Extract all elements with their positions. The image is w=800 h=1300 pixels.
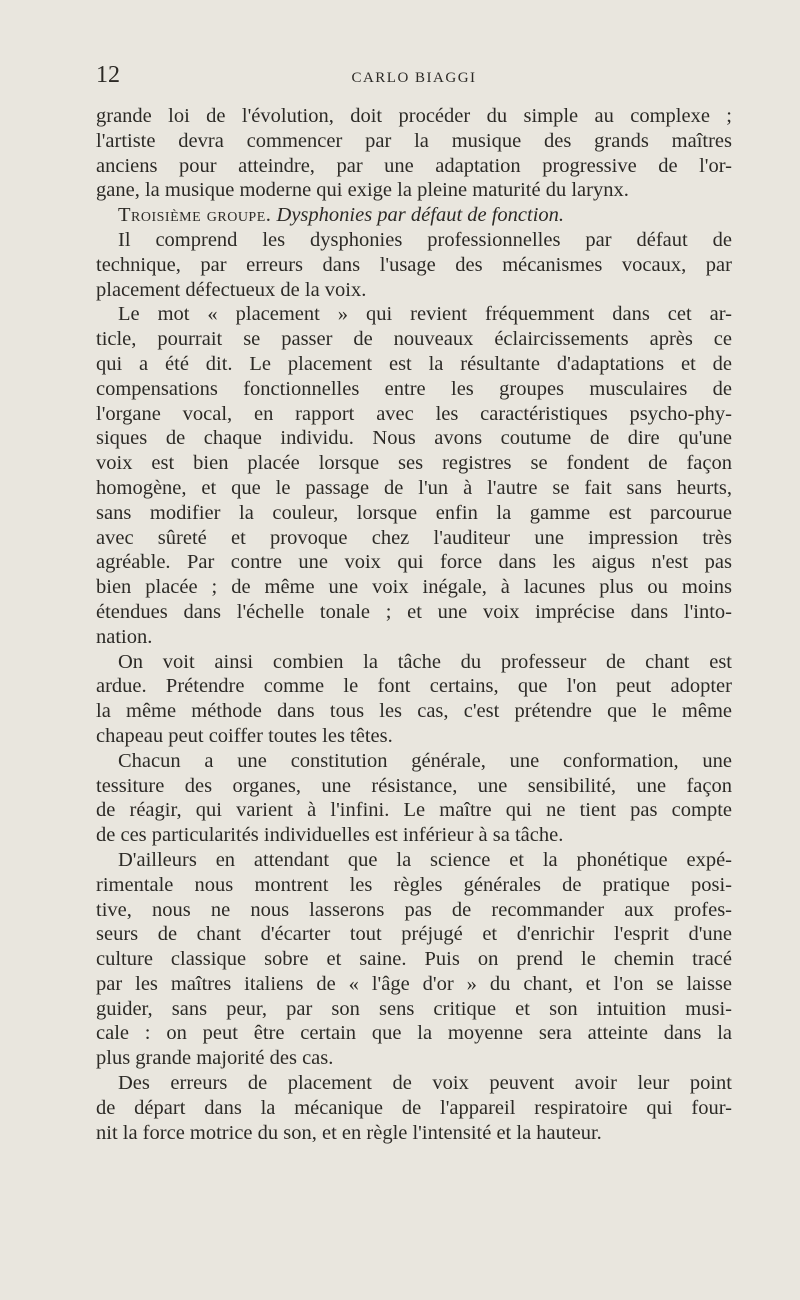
text-line: l'artiste devra commencer par la musique des grands maîtres <box>96 129 732 152</box>
text-line: sans modifier la couleur, lorsque enfin la gamme est parcourue <box>96 501 732 524</box>
section-heading: Troisième groupe. <box>118 204 272 227</box>
text-line: technique, par erreurs dans l'usage des mécanismes vocaux, par <box>96 253 732 276</box>
text-line: nit la force motrice du son, et en règle l'intensité et la hauteur. <box>96 1121 602 1144</box>
text-line: cale : on peut être certain que la moyenne sera atteinte dans la <box>96 1022 732 1045</box>
text-line: Il comprend les dysphonies professionnelles par défaut de <box>118 228 732 251</box>
text-line: de ces particularités individuelles est inférieur à sa tâche. <box>96 824 564 847</box>
text-line: la même méthode dans tous les cas, c'est prétendre que le même <box>96 700 732 723</box>
body-text <box>96 104 732 1145</box>
section-subtitle: Dysphonies par défaut de fonction. <box>276 204 565 227</box>
page-number: 12 <box>96 62 120 88</box>
text-line: bien placée ; de même une voix inégale, à lacunes plus ou moins <box>96 576 732 599</box>
text-line: On voit ainsi combien la tâche du professeur de chant est <box>118 650 732 673</box>
text-line: nation. <box>96 625 153 648</box>
text-line: anciens pour atteindre, par une adaptation progressive de l'or- <box>96 154 732 177</box>
text-line: ticle, pourrait se passer de nouveaux éclaircissements après ce <box>96 328 732 351</box>
text-line: par les maîtres italiens de « l'âge d'or » du chant, et l'on se laisse <box>96 972 732 995</box>
text-line: chapeau peut coiffer toutes les têtes. <box>96 724 393 747</box>
text-line: qui a été dit. Le placement est la résultante d'adaptations et de <box>96 352 732 375</box>
text-line: gane, la musique moderne qui exige la pleine maturité du larynx. <box>96 179 629 202</box>
text-line: étendues dans l'échelle tonale ; et une voix imprécise dans l'into- <box>96 600 732 623</box>
text-line: Chacun a une constitution générale, une conformation, une <box>118 749 732 772</box>
text-line <box>96 203 732 228</box>
text-line: voix est bien placée lorsque ses registres se fondent de façon <box>96 452 732 475</box>
text-line: plus grande majorité des cas. <box>96 1047 334 1070</box>
text-line: siques de chaque individu. Nous avons coutume de dire qu'une <box>96 427 732 450</box>
text-line: de réagir, qui varient à l'infini. Le maître qui ne tient pas compte <box>96 799 732 822</box>
text-line: agréable. Par contre une voix qui force dans les aigus n'est pas <box>96 551 732 574</box>
text-line: seurs de chant d'écarter tout préjugé et d'enrichir l'esprit d'une <box>96 923 732 946</box>
text-line: Des erreurs de placement de voix peuvent avoir leur point <box>118 1072 732 1095</box>
text-line: placement défectueux de la voix. <box>96 278 367 301</box>
text-line: de départ dans la mécanique de l'appareil respiratoire qui four- <box>96 1096 732 1119</box>
text-line: culture classique sobre et saine. Puis on prend le chemin tracé <box>96 948 732 971</box>
text-line: D'ailleurs en attendant que la science et la phonétique expé- <box>118 848 732 871</box>
running-head <box>96 62 732 92</box>
text-line: tive, nous ne nous lasserons pas de recommander aux profes- <box>96 898 732 921</box>
text-line: grande loi de l'évolution, doit procéder du simple au complexe ; <box>96 105 732 127</box>
text-line: l'organe vocal, en rapport avec les caractéristiques psycho-phy- <box>96 402 732 425</box>
text-line: compensations fonctionnelles entre les groupes musculaires de <box>96 377 732 400</box>
text-line: avec sûreté et provoque chez l'auditeur une impression très <box>96 526 732 549</box>
text-line: guider, sans peur, par son sens critique et son intuition musi- <box>96 997 732 1020</box>
running-title: CARLO BIAGGI <box>351 70 477 86</box>
text-line: tessiture des organes, une résistance, une sensibilité, une façon <box>96 774 732 797</box>
text-line: homogène, et que le passage de l'un à l'autre se fait sans heurts, <box>96 476 732 499</box>
text-line: ardue. Prétendre comme le font certains, que l'on peut adopter <box>96 675 732 698</box>
text-line: rimentale nous montrent les règles générales de pratique posi- <box>96 873 732 896</box>
text-line: Le mot « placement » qui revient fréquemment dans cet ar- <box>118 303 732 326</box>
